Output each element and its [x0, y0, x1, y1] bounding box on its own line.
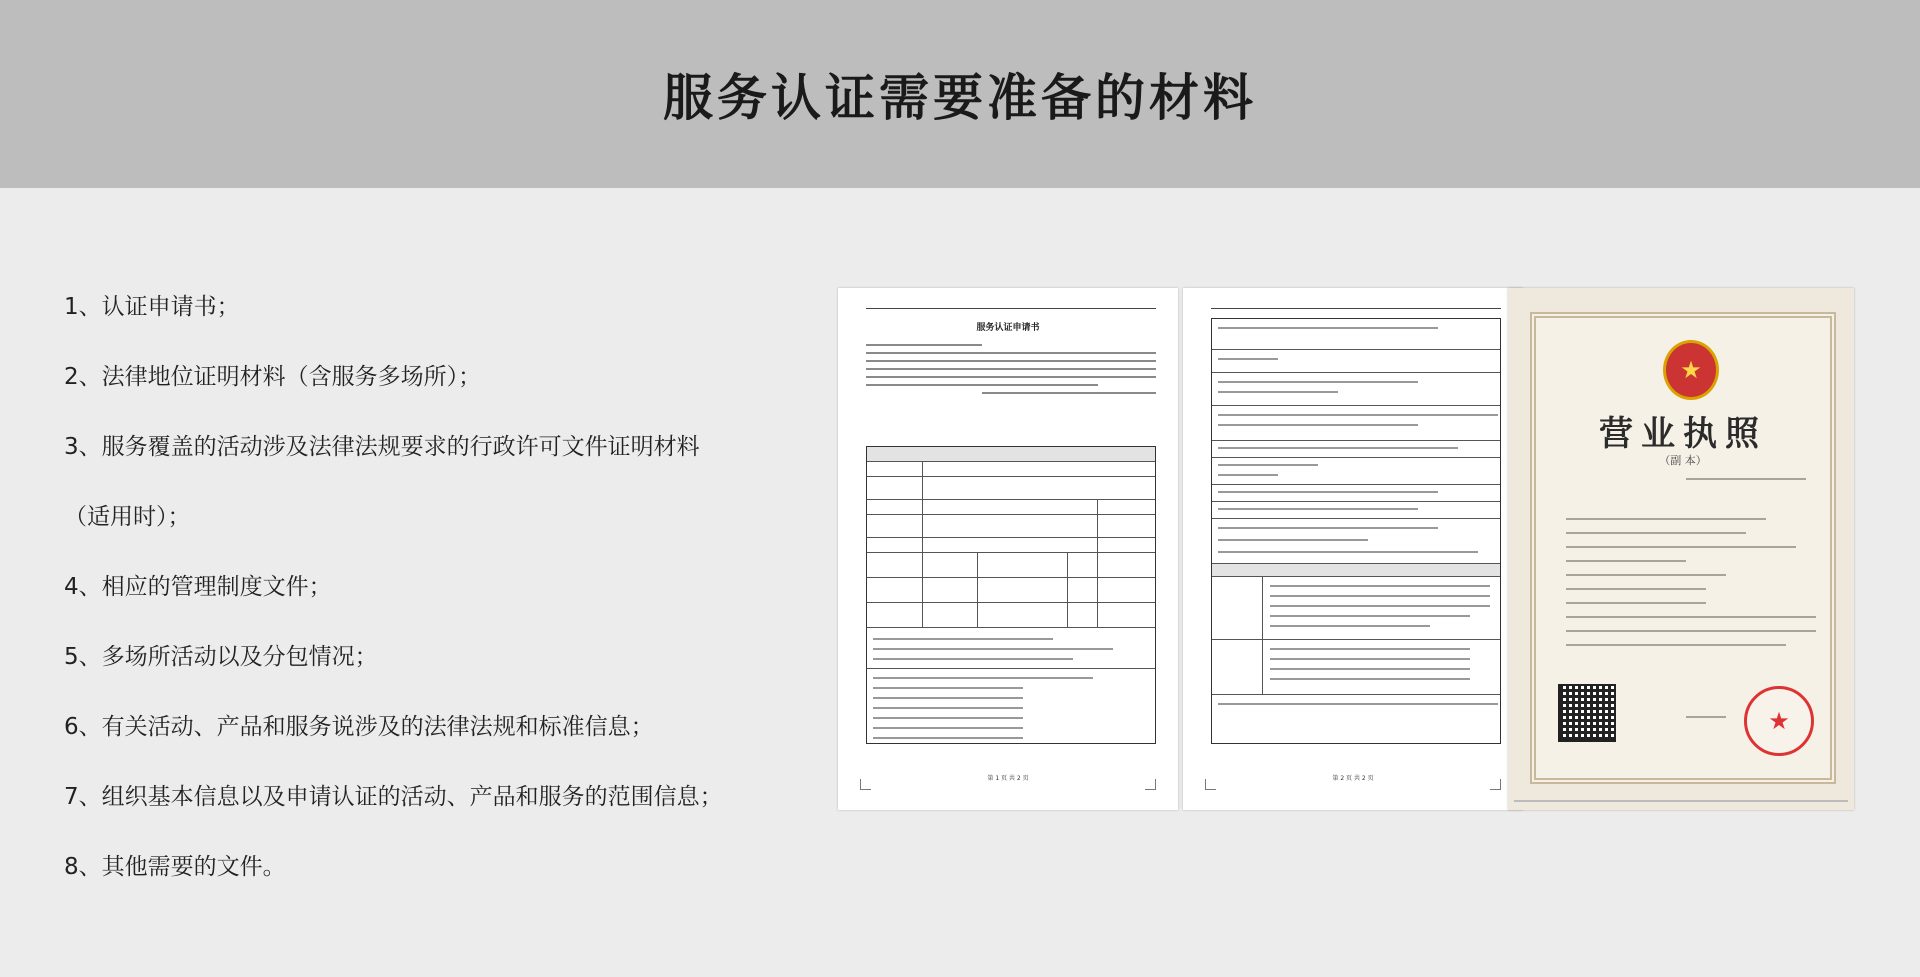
list-item: 2、法律地位证明材料（含服务多场所）；: [64, 364, 482, 390]
page-header: [0, 0, 1920, 188]
license-subtitle: （副 本）: [1659, 454, 1707, 467]
list-item: 7、组织基本信息以及申请认证的活动、产品和服务的范围信息；: [64, 784, 723, 810]
page-footer: 第 1 页 共 2 页: [987, 775, 1029, 782]
page-footer: 第 2 页 共 2 页: [1332, 775, 1374, 782]
page-header-rule: [866, 306, 1156, 309]
page-title: 服务认证需要准备的材料: [663, 69, 1257, 127]
official-seal-icon: ★: [1744, 686, 1814, 756]
form-table: [866, 446, 1156, 744]
application-form-page-2: [1183, 288, 1523, 810]
list-item: 4、相应的管理制度文件；: [64, 574, 332, 600]
qr-code-icon: [1558, 684, 1616, 742]
list-item: （适用时）；: [64, 504, 191, 530]
list-item: 1、认证申请书；: [64, 294, 240, 320]
sample-documents: [838, 288, 1854, 810]
page-header-rule: [1211, 306, 1501, 309]
form-title: 服务认证申请书: [976, 323, 1040, 333]
list-item: 5、多场所活动以及分包情况；: [64, 644, 378, 670]
materials-list: [64, 272, 804, 902]
list-item: 3、服务覆盖的活动涉及法律法规要求的行政许可文件证明材料: [64, 434, 700, 460]
application-form-page-1: [838, 288, 1178, 810]
license-title: 营业执照: [1599, 414, 1767, 454]
list-item: 8、其他需要的文件。: [64, 854, 286, 880]
form-table: [1211, 318, 1501, 744]
form-intro-text: [866, 338, 1156, 400]
national-emblem-icon: ★: [1663, 340, 1719, 400]
list-item: 6、有关活动、产品和服务说涉及的法律法规和标准信息；: [64, 714, 654, 740]
business-license: [1508, 288, 1854, 810]
